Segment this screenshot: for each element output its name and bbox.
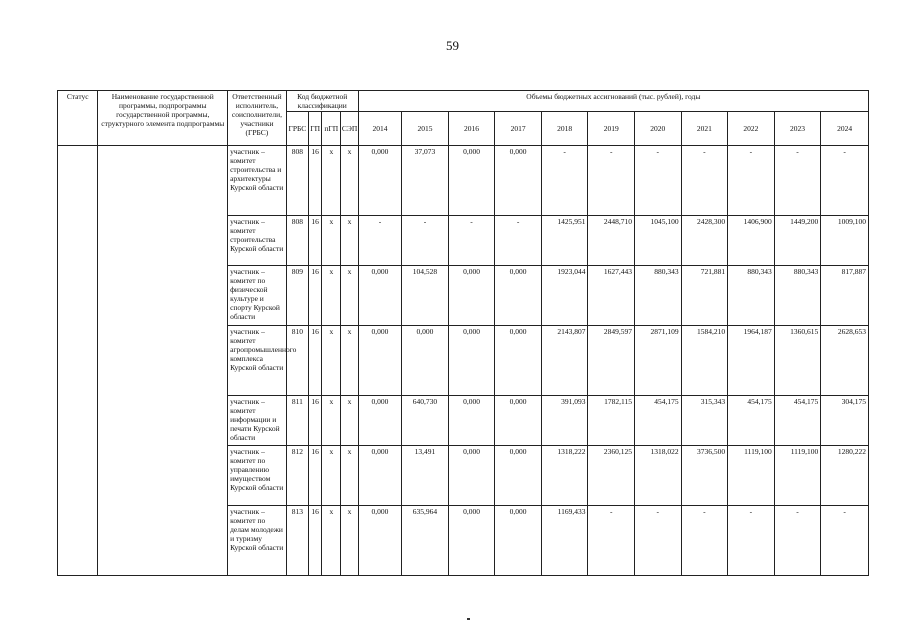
- value-cell: -: [821, 506, 869, 576]
- gp-cell: 16: [309, 506, 322, 576]
- header-year: 2020: [635, 112, 682, 146]
- value-cell: -: [495, 216, 542, 266]
- executor-cell: участник – комитет по управлению имуществом Курской области: [228, 446, 287, 506]
- gp-cell: 16: [309, 446, 322, 506]
- value-cell: 640,730: [402, 396, 449, 446]
- header-year: 2023: [774, 112, 821, 146]
- header-executor: Ответственный исполнитель, соисполнители, участники (ГРБС): [228, 91, 287, 146]
- grbs-cell: 810: [286, 326, 308, 396]
- page-number: 59: [446, 38, 459, 53]
- value-cell: 0,000: [358, 446, 402, 506]
- value-cell: -: [681, 506, 728, 576]
- value-cell: 1318,022: [635, 446, 682, 506]
- value-cell: 1425,951: [541, 216, 588, 266]
- value-cell: 1045,100: [635, 216, 682, 266]
- value-cell: 880,343: [635, 266, 682, 326]
- gp-cell: 16: [309, 146, 322, 216]
- value-cell: 0,000: [358, 396, 402, 446]
- value-cell: 1627,443: [588, 266, 635, 326]
- gp-cell: 16: [309, 396, 322, 446]
- value-cell: -: [728, 506, 775, 576]
- grbs-cell: 812: [286, 446, 308, 506]
- value-cell: 0,000: [358, 266, 402, 326]
- pgp-cell: х: [322, 396, 341, 446]
- value-cell: 0,000: [358, 506, 402, 576]
- budget-table: [57, 90, 869, 576]
- value-cell: 304,175: [821, 396, 869, 446]
- value-cell: 1584,210: [681, 326, 728, 396]
- value-cell: 1119,100: [728, 446, 775, 506]
- value-cell: 454,175: [774, 396, 821, 446]
- value-cell: -: [681, 146, 728, 216]
- value-cell: 0,000: [448, 506, 495, 576]
- value-cell: 0,000: [495, 506, 542, 576]
- value-cell: -: [821, 146, 869, 216]
- value-cell: 0,000: [495, 326, 542, 396]
- header-gp: ГП: [309, 112, 322, 146]
- pgp-cell: х: [322, 146, 341, 216]
- pgp-cell: х: [322, 446, 341, 506]
- value-cell: 0,000: [402, 326, 449, 396]
- pgp-cell: х: [322, 266, 341, 326]
- sep-cell: х: [341, 266, 358, 326]
- value-cell: 2849,597: [588, 326, 635, 396]
- grbs-cell: 813: [286, 506, 308, 576]
- value-cell: 0,000: [448, 326, 495, 396]
- value-cell: 37,073: [402, 146, 449, 216]
- status-cell: [58, 146, 98, 576]
- value-cell: -: [402, 216, 449, 266]
- value-cell: 1964,187: [728, 326, 775, 396]
- gp-cell: 16: [309, 216, 322, 266]
- value-cell: 315,343: [681, 396, 728, 446]
- header-year: 2014: [358, 112, 402, 146]
- value-cell: 880,343: [774, 266, 821, 326]
- value-cell: 1318,222: [541, 446, 588, 506]
- value-cell: 104,528: [402, 266, 449, 326]
- value-cell: 391,093: [541, 396, 588, 446]
- value-cell: 0,000: [448, 396, 495, 446]
- header-row-1: [58, 91, 869, 112]
- header-year: 2022: [728, 112, 775, 146]
- value-cell: -: [635, 506, 682, 576]
- value-cell: -: [588, 506, 635, 576]
- header-year: 2019: [588, 112, 635, 146]
- header-grbs: ГРБС: [286, 112, 308, 146]
- value-cell: 635,964: [402, 506, 449, 576]
- value-cell: 3736,500: [681, 446, 728, 506]
- value-cell: 2448,710: [588, 216, 635, 266]
- value-cell: 1280,222: [821, 446, 869, 506]
- value-cell: 454,175: [728, 396, 775, 446]
- value-cell: -: [588, 146, 635, 216]
- table-row: [58, 146, 869, 216]
- value-cell: 1406,900: [728, 216, 775, 266]
- value-cell: -: [774, 146, 821, 216]
- value-cell: 1119,100: [774, 446, 821, 506]
- value-cell: 0,000: [358, 146, 402, 216]
- header-year: 2015: [402, 112, 449, 146]
- value-cell: -: [635, 146, 682, 216]
- executor-cell: участник – комитет строительства и архитектуры Курской области: [228, 146, 287, 216]
- value-cell: 1449,200: [774, 216, 821, 266]
- header-year: 2017: [495, 112, 542, 146]
- executor-cell: участник – комитет информации и печати Курской области: [228, 396, 287, 446]
- value-cell: 2143,807: [541, 326, 588, 396]
- value-cell: 2428,300: [681, 216, 728, 266]
- value-cell: 1923,044: [541, 266, 588, 326]
- value-cell: 13,491: [402, 446, 449, 506]
- grbs-cell: 808: [286, 216, 308, 266]
- value-cell: 0,000: [448, 266, 495, 326]
- value-cell: 0,000: [495, 446, 542, 506]
- value-cell: 880,343: [728, 266, 775, 326]
- value-cell: 0,000: [448, 146, 495, 216]
- value-cell: -: [358, 216, 402, 266]
- value-cell: 721,881: [681, 266, 728, 326]
- value-cell: 0,000: [448, 446, 495, 506]
- executor-cell: участник – комитет по делам молодежи и туризму Курской области: [228, 506, 287, 576]
- value-cell: 0,000: [495, 146, 542, 216]
- sep-cell: х: [341, 396, 358, 446]
- value-cell: -: [728, 146, 775, 216]
- sep-cell: х: [341, 216, 358, 266]
- value-cell: -: [541, 146, 588, 216]
- executor-cell: участник – комитет строительства Курской области: [228, 216, 287, 266]
- value-cell: 454,175: [635, 396, 682, 446]
- name-cell: [98, 146, 228, 576]
- grbs-cell: 811: [286, 396, 308, 446]
- pgp-cell: х: [322, 506, 341, 576]
- value-cell: 1782,115: [588, 396, 635, 446]
- header-year: 2024: [821, 112, 869, 146]
- value-cell: 2360,125: [588, 446, 635, 506]
- value-cell: 1360,615: [774, 326, 821, 396]
- header-year: 2021: [681, 112, 728, 146]
- header-year: 2018: [541, 112, 588, 146]
- executor-cell: участник – комитет по физической культуре и спорту Курской области: [228, 266, 287, 326]
- value-cell: 817,887: [821, 266, 869, 326]
- value-cell: 2871,109: [635, 326, 682, 396]
- header-status: Статус: [58, 91, 98, 146]
- value-cell: 0,000: [495, 266, 542, 326]
- sep-cell: х: [341, 146, 358, 216]
- value-cell: 2628,653: [821, 326, 869, 396]
- scan-speck: [467, 618, 470, 620]
- header-volumes: Объемы бюджетных ассигнований (тыс. рублей), годы: [358, 91, 868, 112]
- header-budget-code: Код бюджетной классификации: [286, 91, 358, 112]
- grbs-cell: 809: [286, 266, 308, 326]
- value-cell: 1009,100: [821, 216, 869, 266]
- header-name: Наименование государственной программы, подпрограммы государственной программы, структурного элемента подпрограммы: [98, 91, 228, 146]
- value-cell: 0,000: [495, 396, 542, 446]
- sep-cell: х: [341, 326, 358, 396]
- value-cell: 1169,433: [541, 506, 588, 576]
- header-pgp: пГП: [322, 112, 341, 146]
- gp-cell: 16: [309, 266, 322, 326]
- sep-cell: х: [341, 446, 358, 506]
- value-cell: -: [448, 216, 495, 266]
- header-year: 2016: [448, 112, 495, 146]
- grbs-cell: 808: [286, 146, 308, 216]
- pgp-cell: х: [322, 216, 341, 266]
- pgp-cell: х: [322, 326, 341, 396]
- value-cell: 0,000: [358, 326, 402, 396]
- executor-cell: участник – комитет агропромышленного комплекса Курской области: [228, 326, 287, 396]
- sep-cell: х: [341, 506, 358, 576]
- gp-cell: 16: [309, 326, 322, 396]
- header-sep: СЭП: [341, 112, 358, 146]
- value-cell: -: [774, 506, 821, 576]
